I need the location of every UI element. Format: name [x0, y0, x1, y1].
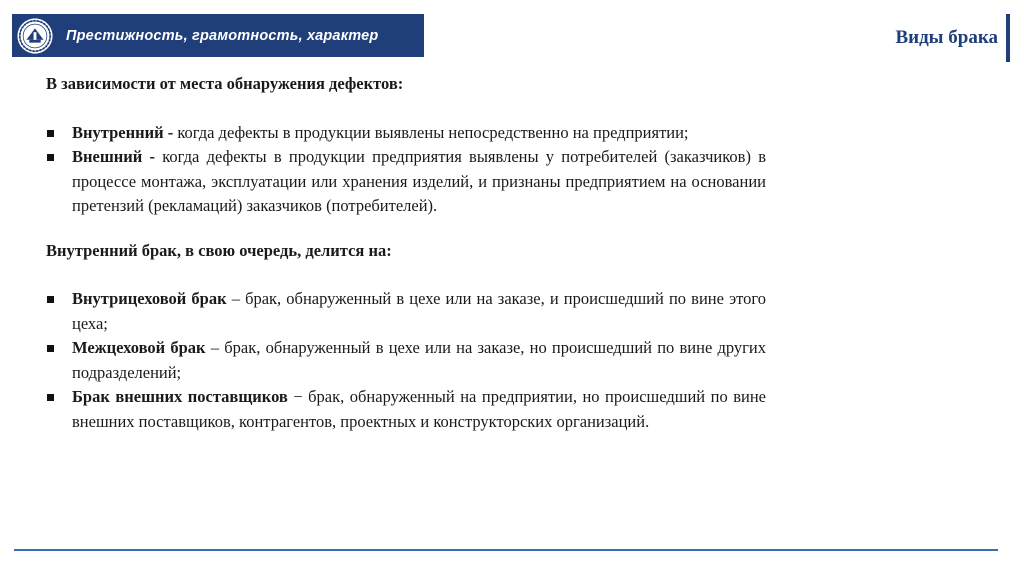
spacer — [46, 219, 766, 239]
item-term: Брак внешних поставщиков — [72, 387, 288, 406]
internal-defect-list — [46, 287, 766, 434]
section-title-detection-place: В зависимости от места обнаружения дефектов: — [46, 74, 404, 93]
header-right-rule — [1006, 14, 1010, 62]
list-item — [46, 336, 766, 385]
square-bullet-icon — [47, 154, 54, 161]
item-text: – брак, обнаруженный в цехе или на заказе, и происшедший по вине этого цеха; — [72, 289, 767, 333]
item-text: когда дефекты в продукции выявлены непосредственно на предприятии; — [173, 122, 689, 142]
square-bullet-icon — [47, 394, 54, 401]
item-term: Межцеховой брак — [72, 338, 206, 357]
slide-title: Виды брака — [895, 27, 998, 48]
square-bullet-icon — [47, 296, 54, 303]
item-term: Внутрицеховой брак — [72, 289, 227, 308]
detection-place-list — [46, 121, 766, 219]
list-item — [46, 385, 766, 434]
footer-divider — [14, 549, 998, 551]
list-item — [46, 121, 766, 146]
spacer — [46, 97, 766, 121]
item-text: – брак, обнаруженный в цехе или на заказе, но происшедший по вине других подразделений; — [72, 338, 767, 382]
item-text: − брак, обнаруженный на предприятии, но происшедший по вине внешних поставщиков, контрагентов, проектных и конструкторских организаций. — [72, 387, 766, 431]
header-banner — [12, 14, 424, 57]
item-term: Внутренний - — [72, 122, 174, 142]
slide-content — [46, 72, 766, 434]
header-slogan: Престижность, грамотность, характер — [66, 27, 379, 44]
square-bullet-icon — [47, 130, 54, 137]
item-term: Внешний - — [72, 147, 156, 166]
section-title-internal-defect: Внутренний брак, в свою очередь, делится на: — [46, 240, 392, 260]
spacer — [46, 263, 766, 287]
university-emblem-icon — [16, 17, 54, 55]
item-text: когда дефекты в продукции предприятия выявлены у потребителей (заказчиков) в процессе монтажа, эксплуатации или хранения изделий, и признаны предприятием на основании претензий (рекламаций) заказчиков (потребителей). — [72, 147, 766, 215]
list-item — [46, 145, 766, 219]
list-item — [46, 287, 766, 336]
square-bullet-icon — [47, 345, 54, 352]
